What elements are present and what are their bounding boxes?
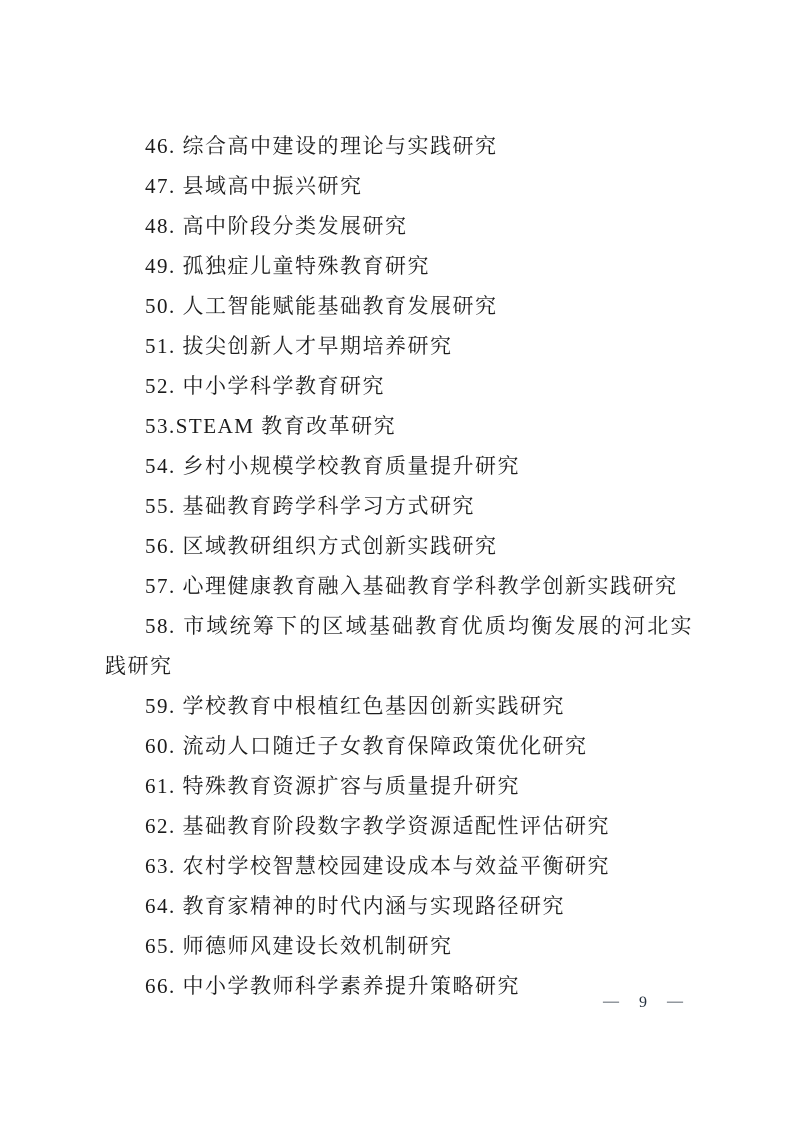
list-item: 58. 市域统筹下的区域基础教育优质均衡发展的河北实践研究	[105, 614, 693, 678]
list-item: 46. 综合高中建设的理论与实践研究	[145, 134, 498, 158]
list-item: 52. 中小学科学教育研究	[145, 374, 385, 398]
list-item: 48. 高中阶段分类发展研究	[145, 214, 408, 238]
list-item: 50. 人工智能赋能基础教育发展研究	[145, 294, 498, 318]
footer-dash-right: —	[667, 993, 683, 1010]
topic-list	[105, 126, 693, 1006]
list-item: 49. 孤独症儿童特殊教育研究	[145, 254, 430, 278]
list-item: 64. 教育家精神的时代内涵与实现路径研究	[145, 894, 565, 918]
page-footer	[603, 993, 683, 1013]
list-item: 54. 乡村小规模学校教育质量提升研究	[145, 454, 520, 478]
list-item: 66. 中小学教师科学素养提升策略研究	[145, 974, 520, 998]
list-item: 47. 县域高中振兴研究	[145, 174, 363, 198]
list-item: 51. 拔尖创新人才早期培养研究	[145, 334, 453, 358]
list-item: 55. 基础教育跨学科学习方式研究	[145, 494, 475, 518]
list-item: 56. 区域教研组织方式创新实践研究	[145, 534, 498, 558]
page-number: 9	[639, 994, 647, 1011]
list-item: 65. 师德师风建设长效机制研究	[145, 934, 453, 958]
list-item: 60. 流动人口随迁子女教育保障政策优化研究	[145, 734, 588, 758]
footer-dash-left: —	[603, 993, 619, 1010]
list-item: 57. 心理健康教育融入基础教育学科教学创新实践研究	[145, 574, 678, 598]
list-item: 62. 基础教育阶段数字教学资源适配性评估研究	[145, 814, 610, 838]
list-item: 53.STEAM 教育改革研究	[145, 414, 397, 438]
list-item: 59. 学校教育中根植红色基因创新实践研究	[145, 694, 565, 718]
list-item: 63. 农村学校智慧校园建设成本与效益平衡研究	[145, 854, 610, 878]
list-item: 61. 特殊教育资源扩容与质量提升研究	[145, 774, 520, 798]
